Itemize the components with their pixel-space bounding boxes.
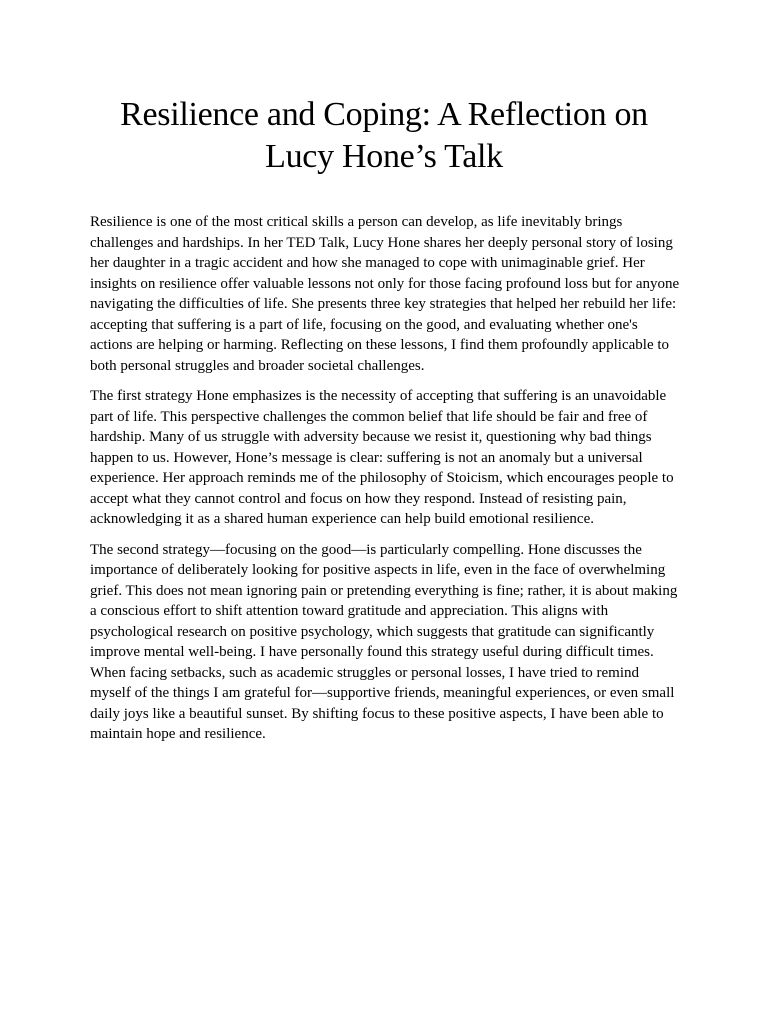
- paragraph: The second strategy—focusing on the good—is particularly compelling. Hone discusses the importance of deliberately looking for positive aspects in life, even in the face of overwhelming grief. This does not mean ignoring pain or pretending everything is fine; rather, it is about making a conscious effort to shift attention toward gratitude and appreciation. This aligns with psychological research on positive psychology, which suggests that gratitude can significantly improve mental well-being. I have personally found this strategy useful during difficult times. When facing setbacks, such as academic struggles or personal losses, I have tried to remind myself of the things I am grateful for—supportive friends, meaningful experiences, or even small daily joys like a beautiful sunset. By shifting focus to these positive aspects, I have been able to maintain hope and resilience.: [90, 541, 678, 742]
- document-body: [90, 212, 680, 755]
- paragraph: Resilience is one of the most critical skills a person can develop, as life inevitably brings challenges and hardships. In her TED Talk, Lucy Hone shares her deeply personal story of losing her daughter in a tragic accident and how she managed to cope with unimaginable grief. Her insights on resilience offer valuable lessons not only for those facing profound loss but for anyone navigating the difficulties of life. She presents three key strategies that helped her rebuild her life: accepting that suffering is a part of life, focusing on the good, and evaluating whether one's actions are helping or harming. Reflecting on these lessons, I find them profoundly applicable to both personal struggles and broader societal challenges.: [90, 214, 680, 374]
- document-title: [90, 94, 678, 178]
- title-line-1: Resilience and Coping: A Reflection on: [120, 96, 648, 133]
- title-line-2: Lucy Hone’s Talk: [265, 138, 503, 175]
- paragraph: The first strategy Hone emphasizes is the necessity of accepting that suffering is an unavoidable part of life. This perspective challenges the common belief that life should be fair and free of hardship. Many of us struggle with adversity because we resist it, questioning why bad things happen to us. However, Hone’s message is clear: suffering is not an anomaly but a universal experience. Her approach reminds me of the philosophy of Stoicism, which encourages people to accept what they cannot control and focus on how they respond. Instead of resisting pain, acknowledging it as a shared human experience can help build emotional resilience.: [90, 388, 674, 527]
